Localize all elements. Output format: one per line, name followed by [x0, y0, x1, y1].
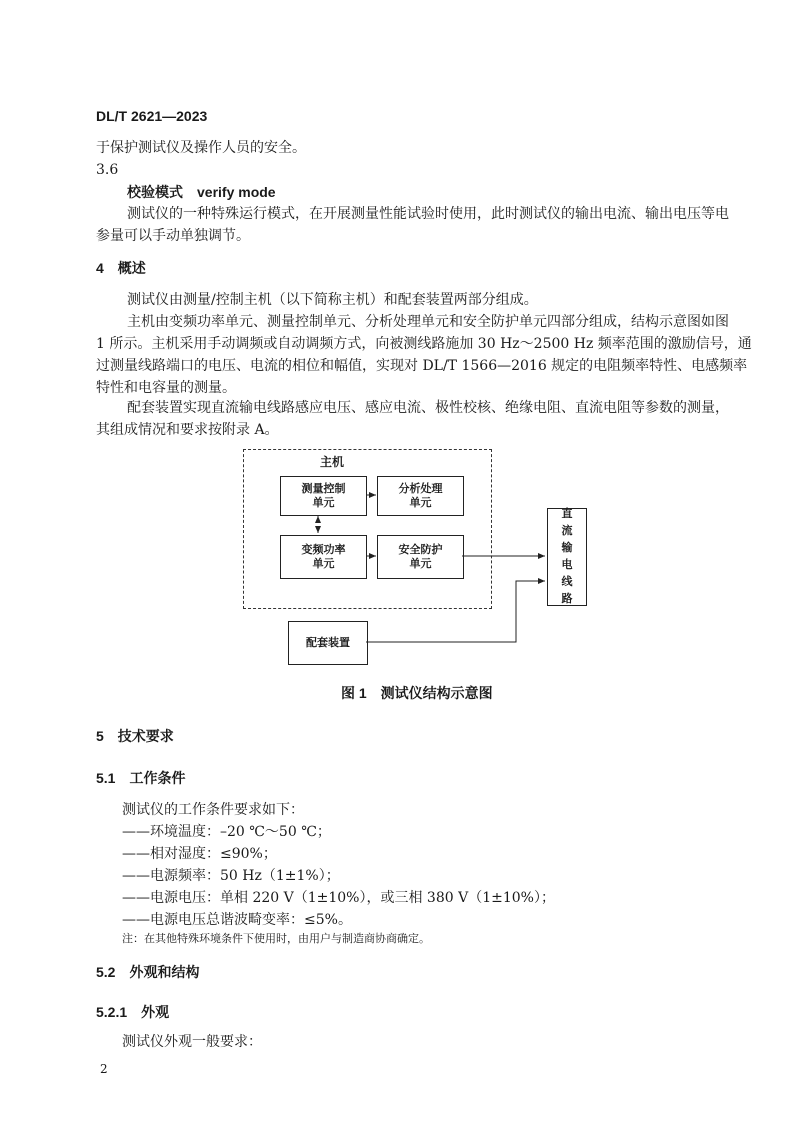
paragraph-line: 测试仪的一种特殊运行模式，在开展测量性能试验时使用，此时测试仪的输出电流、输出电压等电 — [127, 206, 729, 222]
paragraph-line: 测试仪的工作条件要求如下： — [122, 802, 304, 818]
list-item: ——相对湿度：≤90%； — [122, 846, 277, 862]
host-label: 主机 — [320, 455, 345, 469]
accessory-box: 配套装置 — [288, 621, 368, 665]
measure-control-unit: 测量控制 单元 — [280, 476, 367, 516]
paragraph-line: 测试仪外观一般要求： — [122, 1034, 262, 1050]
list-item: ——电源电压总谐波畸变率：≤5%。 — [122, 912, 352, 928]
section-title-5-2-1: 5.2.1 外观 — [96, 1004, 170, 1020]
safety-unit: 安全防护 单元 — [377, 535, 464, 579]
paragraph-line: 于保护测试仪及操作人员的安全。 — [96, 140, 306, 156]
paragraph-line: 主机由变频功率单元、测量控制单元、分析处理单元和安全防护单元四部分组成，结构示意图如图 — [127, 314, 729, 330]
term-title: 校验模式 verify mode — [127, 184, 276, 200]
section-number-3-6: 3.6 — [96, 162, 119, 178]
arrow-accessory-to-line — [366, 581, 545, 642]
paragraph-line: 测试仪由测量/控制主机（以下简称主机）和配套装置两部分组成。 — [127, 292, 538, 308]
page-number: 2 — [100, 1062, 108, 1076]
figure-caption: 图 1 测试仪结构示意图 — [341, 685, 493, 701]
list-item: ——电源频率：50 Hz（1±1%）； — [122, 868, 340, 884]
section-title-5-1: 5.1 工作条件 — [96, 770, 186, 786]
paragraph-line: 1 所示。主机采用手动调频或自动调频方式，向被测线路施加 30 Hz～2500 Hz 频率范围的激励信号，通 — [96, 336, 752, 352]
list-item: ——环境温度：–20 ℃～50 ℃； — [122, 824, 331, 840]
dc-line-label: 直流输电线路 — [561, 508, 573, 605]
analysis-unit: 分析处理 单元 — [377, 476, 464, 516]
paragraph-line: 过测量线路端口的电压、电流的相位和幅值，实现对 DL/T 1566—2016 规定的电阻频率特性、电感频率 — [96, 358, 748, 374]
section-title-5-2: 5.2 外观和结构 — [96, 964, 200, 980]
section-title-5: 5 技术要求 — [96, 728, 174, 744]
paragraph-line: 特性和电容量的测量。 — [96, 380, 236, 396]
document-id: DL/T 2621—2023 — [96, 108, 208, 124]
paragraph-line: 参量可以手动单独调节。 — [96, 228, 250, 244]
paragraph-line: 配套装置实现直流输电线路感应电压、感应电流、极性校核、绝缘电阻、直流电阻等参数的测量， — [127, 400, 729, 416]
list-item: ——电源电压：单相 220 V（1±10%），或三相 380 V（1±10%）； — [122, 890, 555, 906]
paragraph-line: 其组成情况和要求按附录 A。 — [96, 422, 279, 438]
note: 注：在其他特殊环境条件下使用时，由用户与制造商协商确定。 — [122, 932, 430, 945]
section-title-4: 4 概述 — [96, 260, 146, 276]
vf-power-unit: 变频功率 单元 — [280, 535, 367, 579]
